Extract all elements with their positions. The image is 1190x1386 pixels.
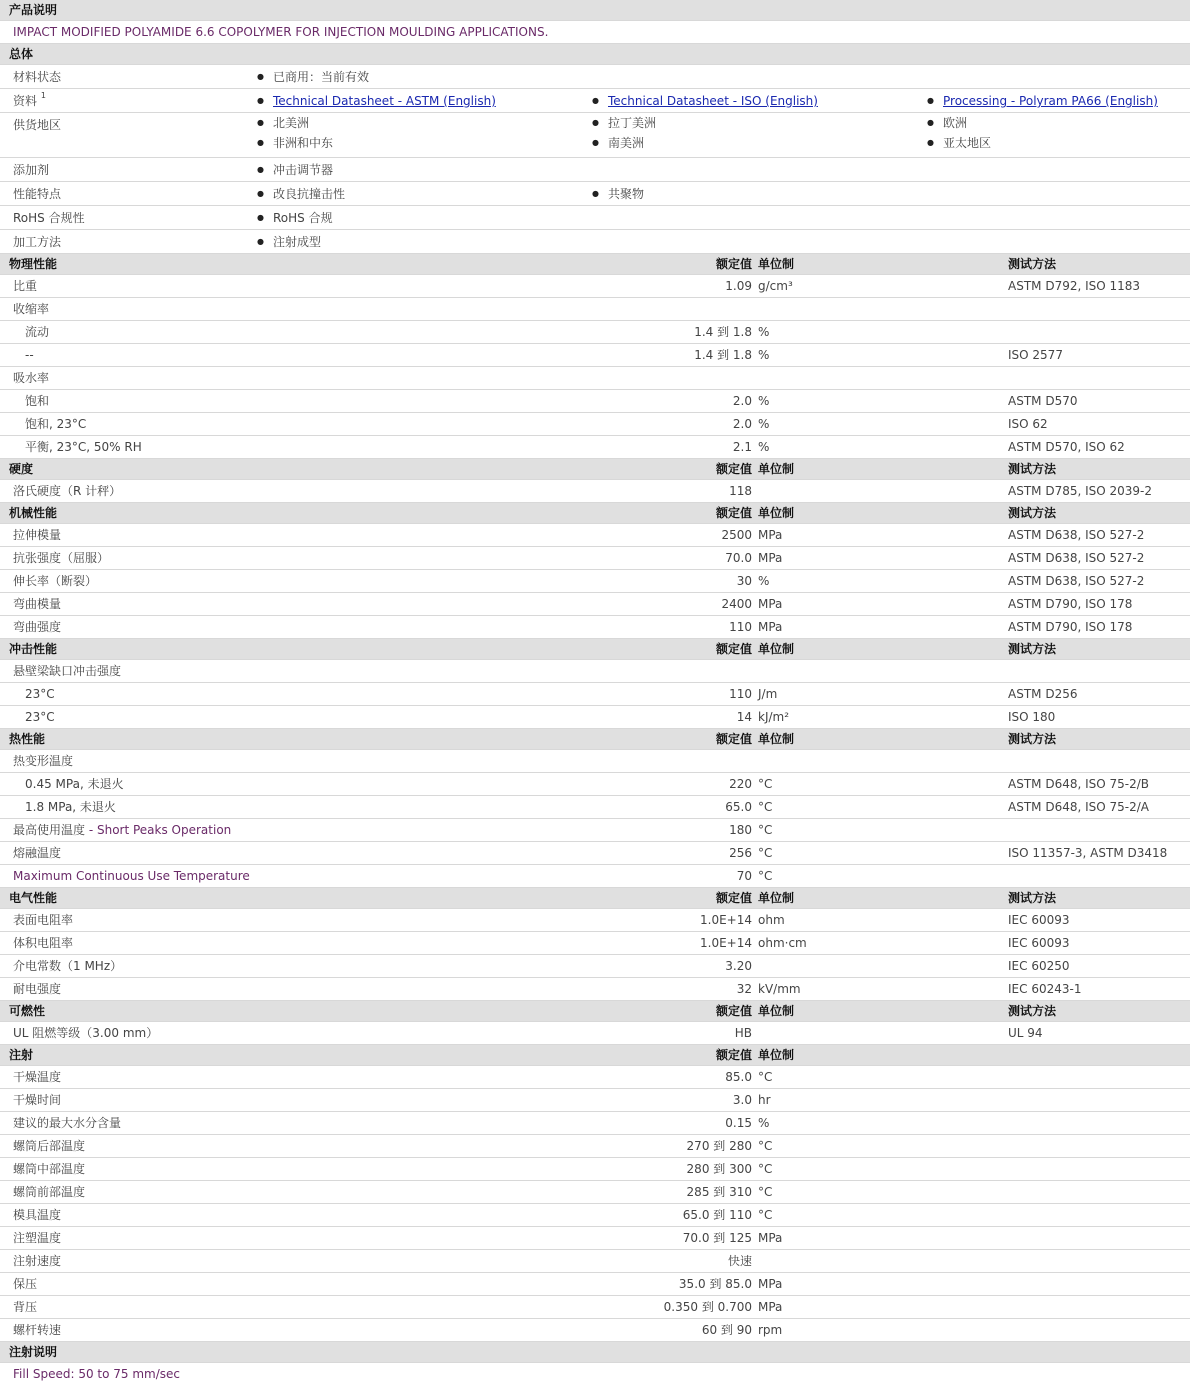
info-item: ● 已商用：当前有效 [257,65,369,89]
property-label [13,1319,61,1342]
property-unit: % [758,417,770,431]
property-name: 0.45 MPa, 未退火 [25,777,124,791]
info-label: 添加剂 [13,163,50,177]
section-header [0,888,1190,909]
test-method: IEC 60093 [1008,936,1070,950]
property-row [0,390,1190,413]
property-unit: kJ/m² [758,710,790,724]
property-row [0,773,1190,796]
availability-row [0,113,1190,158]
nominal-column-header: 额定值 [715,462,752,476]
test-method: IEC 60243-1 [1008,982,1082,996]
property-row [0,616,1190,639]
property-label [25,683,55,706]
property-note: - Short Peaks Operation [85,823,232,837]
property-value: 35.0 到 85.0 [678,1277,752,1291]
property-name: 螺筒中部温度 [13,1162,86,1176]
property-unit: MPa [758,1300,783,1314]
property-value: 14 [736,710,752,724]
property-name: 23°C [25,687,55,701]
property-row [0,1066,1190,1089]
unit-column-header: 单位制 [758,1004,795,1018]
property-label [13,1066,61,1089]
info-label: 性能特点 [13,187,62,201]
property-unit: °C [758,1162,773,1176]
section-header [0,1045,1190,1066]
property-value: 1.4 到 1.8 [694,348,752,362]
property-row [0,1181,1190,1204]
property-name: 流动 [25,325,50,339]
test-method: IEC 60093 [1008,913,1070,927]
unit-column-header: 单位制 [758,891,795,905]
test-column-header: 测试方法 [1008,642,1057,656]
section-header [0,729,1190,750]
property-name: 收缩率 [13,302,50,316]
property-row [0,275,1190,298]
property-row [0,1319,1190,1342]
property-label [13,593,61,616]
property-name: 介电常数（1 MHz） [13,959,123,973]
test-method: ASTM D256 [1008,687,1078,701]
test-method: IEC 60250 [1008,959,1070,973]
test-column-header: 测试方法 [1008,462,1057,476]
property-value: 2500 [721,528,752,542]
property-name: 最高使用温度 [13,823,86,837]
injection-notes-text: Fill Speed: 50 to 75 mm/sec [13,1367,181,1381]
property-name: 模具温度 [13,1208,62,1222]
property-name: UL 阻燃等级（3.00 mm） [13,1026,159,1040]
property-name: 螺筒后部温度 [13,1139,86,1153]
section-header [0,639,1190,660]
property-value: 70.0 [725,551,752,565]
property-value: 220 [729,777,752,791]
property-name: 耐电强度 [13,982,62,996]
section-header [0,459,1190,480]
overview-description: IMPACT MODIFIED POLYAMIDE 6.6 COPOLYMER FOR INJECTION MOULDING APPLICATIONS. [13,25,549,39]
property-row [0,1296,1190,1319]
overview-header [0,0,1190,21]
property-name: 熔融温度 [13,846,62,860]
test-method: UL 94 [1008,1026,1043,1040]
property-name: 建议的最大水分含量 [13,1116,122,1130]
property-label [13,909,73,932]
test-method: ASTM D638, ISO 527-2 [1008,551,1145,565]
property-value: 118 [729,484,752,498]
property-row [0,842,1190,865]
property-row [0,413,1190,436]
footnote-marker: 1 [40,91,46,100]
property-label [13,1204,61,1227]
property-name: 1.8 MPa, 未退火 [25,800,116,814]
material-status-row [0,65,1190,89]
property-row [0,1158,1190,1181]
property-row [0,865,1190,888]
property-label [13,865,250,888]
property-value: 65.0 [725,800,752,814]
property-value: 2.0 [732,417,752,431]
injection-notes-header [0,1342,1190,1363]
property-label [13,480,121,503]
property-name: 保压 [13,1277,38,1291]
section-title: 注射 [9,1048,34,1062]
property-row [0,1089,1190,1112]
test-method: ASTM D648, ISO 75-2/A [1008,800,1149,814]
property-unit: °C [758,846,773,860]
property-name: 23°C [25,710,55,724]
property-name: 注塑温度 [13,1231,62,1245]
test-method: ISO 11357-3, ASTM D3418 [1008,846,1168,860]
unit-column-header: 单位制 [758,732,795,746]
property-row [0,367,1190,390]
property-name: 拉伸模量 [13,528,62,542]
property-row [0,750,1190,773]
property-value: HB [734,1026,752,1040]
property-name: 干燥温度 [13,1070,62,1084]
property-unit: ohm·cm [758,936,807,950]
property-unit: °C [758,1185,773,1199]
region-item: ● 亚太地区 [927,131,991,155]
property-value: 0.350 到 0.700 [663,1300,752,1314]
test-method: ASTM D790, ISO 178 [1008,597,1133,611]
property-label [13,1158,85,1181]
property-unit: % [758,394,770,408]
section-title: 热性能 [9,732,46,746]
processing-guide-link[interactable]: Processing - Polyram PA66 (English) [943,94,1158,108]
property-value: 110 [729,687,752,701]
property-row [0,796,1190,819]
property-row [0,909,1190,932]
property-name: 吸水率 [13,371,50,385]
info-label: RoHS 合规性 [13,211,85,225]
property-label [13,955,122,978]
property-unit: °C [758,869,773,883]
property-value: 1.09 [725,279,752,293]
property-name: 注射速度 [13,1254,62,1268]
unit-column-header: 单位制 [758,462,795,476]
property-value: 110 [729,620,752,634]
property-value: 1.0E+14 [700,913,752,927]
property-name: 表面电阻率 [13,913,74,927]
property-row [0,436,1190,459]
property-unit: g/cm³ [758,279,793,293]
property-unit: % [758,440,770,454]
property-row [0,1250,1190,1273]
section-title: 物理性能 [9,257,58,271]
property-row [0,1204,1190,1227]
test-method: ASTM D792, ISO 1183 [1008,279,1141,293]
region-item: ● 欧洲 [927,111,967,135]
property-label [13,1112,121,1135]
property-name: -- [25,348,34,362]
info-item: ● 共聚物 [592,182,644,206]
property-row [0,932,1190,955]
property-value: 60 到 90 [701,1323,752,1337]
property-value: 1.4 到 1.8 [694,325,752,339]
property-name: 弯曲强度 [13,620,62,634]
region-item: ● 非洲和中东 [257,131,333,155]
property-row [0,298,1190,321]
region-item: ● 北美洲 [257,111,309,135]
property-unit: °C [758,1070,773,1084]
test-method: ASTM D570, ISO 62 [1008,440,1125,454]
property-row [0,321,1190,344]
info-label: 材料状态 [13,70,62,84]
property-unit: MPa [758,528,783,542]
property-row [0,1135,1190,1158]
property-value: 3.20 [725,959,752,973]
section-title: 电气性能 [9,891,58,905]
overview-description-row [0,21,1190,44]
property-label [13,819,231,842]
nominal-column-header: 额定值 [715,732,752,746]
property-label [13,275,37,298]
property-name: 弯曲模量 [13,597,62,611]
nominal-column-header: 额定值 [715,1004,752,1018]
property-label [25,344,34,367]
property-value: 3.0 [732,1093,752,1107]
property-row [0,570,1190,593]
property-name: 螺杆转速 [13,1323,62,1337]
region-item: ● 拉丁美洲 [592,111,656,135]
property-label [13,1250,61,1273]
property-value: 快速 [727,1254,752,1268]
rohs-row [0,206,1190,230]
property-label [25,436,142,459]
property-name: 悬壁梁缺口冲击强度 [13,664,122,678]
property-row [0,955,1190,978]
property-value: 2.0 [732,394,752,408]
property-value: 1.0E+14 [700,936,752,950]
property-name: 比重 [13,279,38,293]
property-row [0,524,1190,547]
property-name: 体积电阻率 [13,936,74,950]
document-item [257,89,496,113]
property-name: 干燥时间 [13,1093,62,1107]
astm-datasheet-link[interactable]: Technical Datasheet - ASTM (English) [273,94,496,108]
additive-row [0,158,1190,182]
property-name: 饱和 [25,394,50,408]
section-title: 可燃性 [9,1004,46,1018]
property-value: 70.0 到 125 [682,1231,752,1245]
property-name: Maximum Continuous Use Temperature [13,869,250,883]
property-label [13,1296,37,1319]
injection-notes-row [0,1363,1190,1386]
property-value: 70 [736,869,752,883]
property-unit: rpm [758,1323,783,1337]
property-label [25,706,55,729]
nominal-column-header: 额定值 [715,891,752,905]
property-unit: % [758,348,770,362]
unit-column-header: 单位制 [758,257,795,271]
info-label [13,89,46,113]
property-row [0,1022,1190,1045]
property-label [13,1181,85,1204]
property-name: 洛氏硬度（R 计秤） [13,484,122,498]
unit-column-header: 单位制 [758,1048,795,1062]
document-item [927,89,1158,113]
section-header [0,503,1190,524]
nominal-column-header: 额定值 [715,642,752,656]
property-sections [0,254,1190,1342]
property-row [0,1273,1190,1296]
property-name: 热变形温度 [13,754,74,768]
property-value: 180 [729,823,752,837]
property-unit: °C [758,1139,773,1153]
test-column-header: 测试方法 [1008,506,1057,520]
property-value: 256 [729,846,752,860]
property-label [25,796,116,819]
property-value: 32 [736,982,752,996]
property-label [13,524,61,547]
region-item: ● 南美洲 [592,131,644,155]
property-row [0,978,1190,1001]
test-method: ASTM D790, ISO 178 [1008,620,1133,634]
property-label [13,1022,158,1045]
property-label [25,413,86,436]
property-row [0,480,1190,503]
property-value: 280 到 300 [686,1162,752,1176]
info-item: ● 改良抗撞击性 [257,182,345,206]
property-unit: MPa [758,1231,783,1245]
test-column-header: 测试方法 [1008,257,1057,271]
property-unit: % [758,325,770,339]
section-title: 机械性能 [9,506,58,520]
processing-method-row [0,230,1190,254]
property-name: 平衡, 23°C, 50% RH [25,440,142,454]
property-label [13,367,49,390]
property-unit: % [758,1116,770,1130]
test-method: ISO 2577 [1008,348,1063,362]
test-column-header: 测试方法 [1008,891,1057,905]
property-unit: °C [758,777,773,791]
property-label [13,1135,85,1158]
section-title: 冲击性能 [9,642,58,656]
property-label [13,932,73,955]
unit-column-header: 单位制 [758,506,795,520]
property-name: 背压 [13,1300,38,1314]
property-unit: % [758,574,770,588]
features-row [0,182,1190,206]
property-unit: ohm [758,913,785,927]
info-item: ● 冲击调节器 [257,158,333,182]
section-header [0,254,1190,275]
property-row [0,547,1190,570]
property-value: 285 到 310 [686,1185,752,1199]
property-label [13,616,61,639]
overview-title: 产品说明 [9,3,58,17]
property-unit: MPa [758,1277,783,1291]
property-unit: MPa [758,620,783,634]
property-name: 饱和, 23°C [25,417,87,431]
info-item: ● RoHS 合规 [257,206,333,230]
property-unit: MPa [758,597,783,611]
property-label [13,842,61,865]
property-label [13,660,121,683]
info-label-text: 资料 [13,94,38,108]
property-unit: MPa [758,551,783,565]
property-label [13,298,49,321]
property-label [13,1089,61,1112]
property-row [0,683,1190,706]
property-label [13,1227,61,1250]
property-value: 30 [736,574,752,588]
property-unit: J/m [758,687,778,701]
info-label: 供货地区 [13,118,62,132]
property-row [0,1227,1190,1250]
property-unit: kV/mm [758,982,801,996]
injection-notes-title: 注射说明 [9,1345,58,1359]
test-method: ASTM D785, ISO 2039-2 [1008,484,1153,498]
property-row [0,344,1190,367]
property-unit: °C [758,1208,773,1222]
property-unit: °C [758,823,773,837]
nominal-column-header: 额定值 [715,506,752,520]
test-method: ASTM D638, ISO 527-2 [1008,574,1145,588]
iso-datasheet-link[interactable]: Technical Datasheet - ISO (English) [608,94,818,108]
property-unit: °C [758,800,773,814]
property-label [13,750,73,773]
property-value: 270 到 280 [686,1139,752,1153]
property-row [0,1112,1190,1135]
nominal-column-header: 额定值 [715,1048,752,1062]
property-label [13,1273,37,1296]
section-header [0,1001,1190,1022]
property-row [0,593,1190,616]
property-label [25,390,49,413]
property-label [25,773,124,796]
test-method: ASTM D648, ISO 75-2/B [1008,777,1150,791]
property-label [13,978,61,1001]
property-value: 2400 [721,597,752,611]
unit-column-header: 单位制 [758,642,795,656]
property-name: 螺筒前部温度 [13,1185,86,1199]
test-column-header: 测试方法 [1008,1004,1057,1018]
general-title: 总体 [9,47,34,61]
property-unit: hr [758,1093,771,1107]
property-label [13,547,109,570]
property-name: 抗张强度（屈服） [13,551,110,565]
documents-row [0,89,1190,113]
property-row [0,660,1190,683]
general-header [0,44,1190,65]
property-row [0,706,1190,729]
section-title: 硬度 [9,462,34,476]
property-value: 0.15 [725,1116,752,1130]
info-label: 加工方法 [13,235,62,249]
test-method: ASTM D638, ISO 527-2 [1008,528,1145,542]
property-label [13,570,97,593]
property-row [0,819,1190,842]
property-value: 85.0 [725,1070,752,1084]
nominal-column-header: 额定值 [715,257,752,271]
property-name: 伸长率（断裂） [13,574,98,588]
test-column-header: 测试方法 [1008,732,1057,746]
property-value: 65.0 到 110 [682,1208,752,1222]
info-item: ● 注射成型 [257,230,321,254]
test-method: ISO 62 [1008,417,1048,431]
document-item [592,89,818,113]
test-method: ISO 180 [1008,710,1056,724]
property-value: 2.1 [732,440,752,454]
property-label [25,321,49,344]
test-method: ASTM D570 [1008,394,1078,408]
